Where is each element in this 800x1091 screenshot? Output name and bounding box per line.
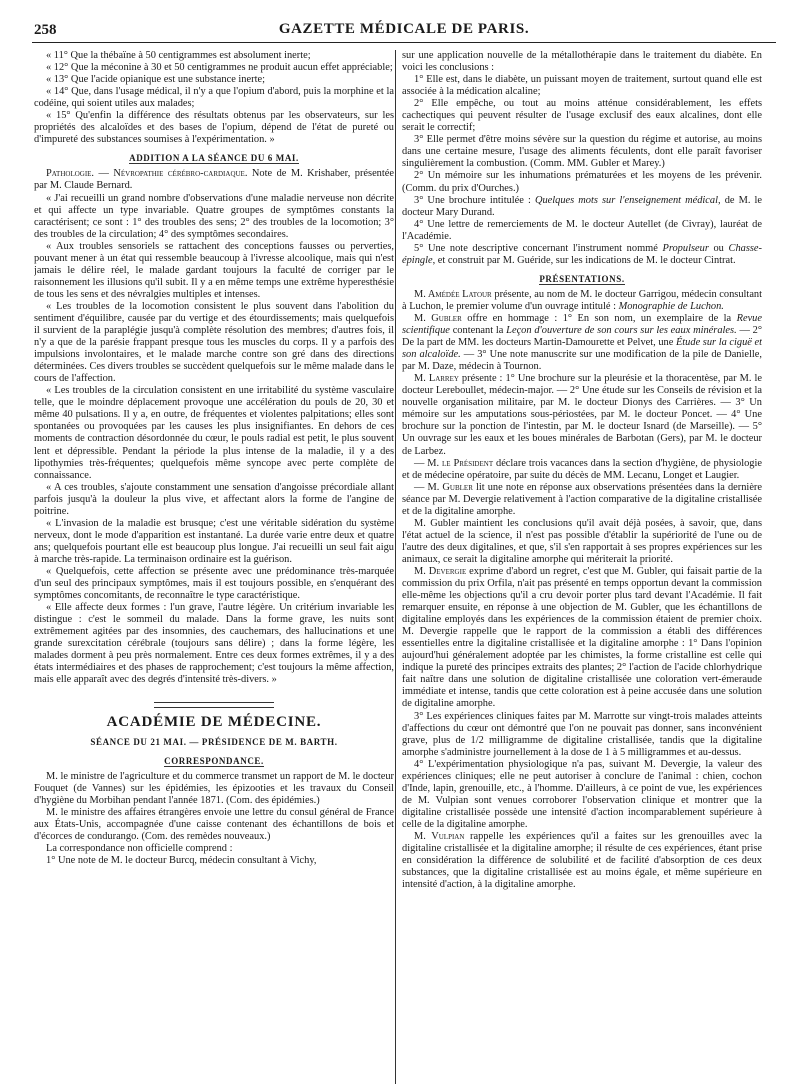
conclusion-item: « 15° Qu'enfin la différence des résultats obtenus par les observateurs, sur les propriétés des alcaloïdes et des bases de l'opium, dépend de l'état de pureté ou d'impureté des substances soumises à l'expérimentation. » [34, 110, 394, 146]
paragraph: « J'ai recueilli un grand nombre d'observations d'une maladie nerveuse non décrite et qui affecte un type invariable. Quatre groupes de symptômes constants la caractérisent; ce sont : 1° des troubles des sens; 2° des troubles de la locomotion; 3° des troubles de la circulation; 4° des symptômes secondaires. [34, 192, 394, 240]
paragraph: « Les troubles de la circulation consistent en une irritabilité du système vasculaire telle, que le moindre déplacement provoque une accélération du pouls de 20, 30 et même 40 pulsations. Il y a, en outre, de fréquentes et violentes palpitations; elles sont spontanées ou provoquées par les causes les plus insignifiantes. En dehors de ces moments de contraction désordonnée du cœur, le pouls radial est petit, le plus souvent lent et dépressible. Pendant la période la plus intense de la maladie, il y a des lipothymies très-fréquentes; quelquefois même syncope avec perte complète de connaissance. [34, 385, 394, 481]
speaker-name: M. Larrey [414, 373, 459, 385]
paragraph: 4° Une lettre de remerciements de M. le docteur Autellet (de Civray), lauréat de l'Académie. [402, 218, 762, 242]
speaker-name: M. Devergie [414, 565, 467, 577]
paragraph: M. Gubler offre en hommage : 1° En son nom, un exemplaire de la Revue scientifique contenant la Leçon d'ouverture de son cours sur les eaux minérales. — 2° De la part de MM. les docteurs Martin-Damourette et Pelvet, une Étude sur la ciguë et son alcaloïde. — 3° Une note manuscrite sur une modification de la pile de Danielle, par M. Daze, médecin à Tournon. [402, 312, 762, 373]
instrument-name: Propulseur [662, 242, 709, 254]
pathology-intro: Pathologie. — Névropathie cérébro-cardiaque. Note de M. Krishaber, présentée par M. Claude Bernard. [34, 168, 394, 192]
paragraph: 4° L'expérimentation physiologique n'a pas, suivant M. Devergie, la valeur des expériences cliniques; elle ne peut autoriser à conclure de l'animal : chien, cochon d'Inde, lapin, grenouille, etc., à l'homme. D'ailleurs, à ce point de vue, les expériences de M. Vulpian sont venues corroborer l'observation clinique et montrer que la digitaline cristallisée possède une intensité d'action incomparablement supérieure à celle de la digitaline amorphe. [402, 758, 762, 830]
speaker-name: — M. le Président [414, 457, 494, 469]
paragraph: « Aux troubles sensoriels se rattachent des conceptions fausses ou perverties, pouvant mener à un état qui ressemble beaucoup à l'ivresse alcoolique, mais qui n'est jamais le délire réel, le malade gardant toujours la faculté de corriger par le raisonnement les illusions qu'il subit. Il y a en même temps une extrême hyperesthésie de tous les sens et des névralgies multiples et intenses. [34, 240, 394, 300]
speaker-name: M. Gubler [414, 312, 462, 324]
paragraph: 3° Les expériences cliniques faites par M. Marrotte sur vingt-trois malades atteints d'affections du cœur ont démontré que l'on ne pouvait pas donner, sans inconvénient grave, plus de 1/2 milligramme de digitaline cristallisée, tandis que la digitaline amorphe s'administre journellement à la dose de 1 à 5 milligrammes et au-dessus. [402, 710, 762, 758]
paragraph: — M. le Président déclare trois vacances dans la section d'hygiène, de physiologie et de médecine opératoire, par suite du décès de MM. Lecanu, Longet et Laugier. [402, 457, 762, 481]
paragraph: 3° Une brochure intitulée : Quelques mots sur l'enseignement médical, de M. le docteur Mary Durand. [402, 194, 762, 218]
instrument-name: Chasse-épingle [402, 242, 762, 266]
page-number: 258 [34, 22, 57, 38]
work-title: Étude sur la ciguë et son alcaloïde. [402, 337, 762, 361]
work-title: Leçon d'ouverture de son cours sur les eaux minérales. [506, 325, 737, 337]
paragraph: M. Amédée Latour présente, au nom de M. le docteur Garrigou, médecin consultant à Luchon, le premier volume d'un ouvrage intitulé : Monographie de Luchon. [402, 288, 762, 312]
pathology-title: Névropathie cérébro-cardiaque. [113, 168, 248, 180]
paragraph: « L'invasion de la maladie est brusque; c'est une véritable sidération du système nerveux, dont le mode d'apparition est instantané. La durée varie entre deux et quatre ans; quelquefois pourtant elle est beaucoup plus longue. J'ai recueilli un seul fait aigu à marche très-rapide. La terminaison ordinaire est la guérison. [34, 517, 394, 565]
seance-heading: SÉANCE DU 21 MAI. — PRÉSIDENCE DE M. BARTH. [90, 737, 338, 748]
paragraph: « Les troubles de la locomotion consistent le plus souvent dans l'abolition du sentiment d'équilibre, causée par du vertige et des étourdissements; mais quelquefois il survient de la paraplégie jusqu'à complète résolution des membres; d'autres fois, il n'y a que de la parésie frappant presque tous les muscles du corps. Il y a parfois des impulsions involontaires, et le malade marche contre son gré dans des directions déterminées. Ces divers troubles se succèdent quelquefois sur le même malade dans le cours de l'affection. [34, 300, 394, 385]
paragraph: « Elle affecte deux formes : l'un grave, l'autre légère. Un critérium invariable les distingue : c'est le sommeil du malade. Dans la forme grave, les nuits sont extrêmement agitées par des insomnies, des cauchemars, des hallucinations et une grande surexcitation cérébrale (toujours sans délire) ; dans la forme légère, les malades dorment à peu près normalement. Entre ces deux formes extrêmes, il y a des états intermédiaires et des phases de rapprochement; c'est toujours la même affection, mais elle apparaît avec des degrés d'intensité très-divers. » [34, 602, 394, 686]
paragraph: M. Gubler maintient les conclusions qu'il avait déjà posées, à savoir, que, dans l'état actuel de la science, il n'est pas possible d'établir la supériorité de l'une ou de l'autre des deux digitalines, et que, s'il s'en rapportait à ses propres expériences sur les animaux, ce serait la digitaline amorphe qui mériterait la priorité. [402, 517, 762, 565]
work-title: Revue scientifique [402, 312, 762, 337]
paragraph: M. le ministre de l'agriculture et du commerce transmet un rapport de M. le docteur Fouquet (de Vannes) sur les épidémies, les épizooties et les travaux du Conseil d'hygiène du Morbihan pendant l'année 1871. (Com. des épidémies.) [34, 770, 394, 806]
brochure-title: Quelques mots sur l'enseignement médical, [534, 194, 721, 206]
paragraph: — M. Gubler lit une note en réponse aux observations présentées dans la dernière séance par M. Devergie relativement à l'action comparative de la digitaline cristallisée et de la digitaline amorphe. [402, 481, 762, 517]
pathology-label: Pathologie. [46, 168, 95, 180]
column-rule [395, 50, 396, 1084]
conclusion-item: « 12° Que la méconine à 30 et 50 centigrammes ne produit aucun effet appréciable; [46, 62, 393, 74]
paragraph: M. Vulpian rappelle les expériences qu'il a faites sur les grenouilles avec la digitaline cristallisée et la digitaline amorphe; il résulte de ces expériences, étant prise en considération la différence de solubilité et de facilité d'absorption de ces deux substances, que la digitaline cristallisée est au moins égale, et même supérieure en intensité d'action, à la digitaline amorphe. [402, 831, 762, 891]
paragraph: M. Larrey présente : 1° Une brochure sur la pleurésie et la thoracentèse, par M. le docteur Lereboullet, médecin-major. — 2° Une étude sur les Conseils de révision et la nouvelle organisation militaire, par M. le docteur Dionys des Carrières. — 3° Un mémoire sur les amputations sous-périostées, par M. le docteur Poncet. — 4° Une brochure sur la ponction de l'intestin, par M. le docteur Isnard (de Marseille). — 5° Un ouvrage sur les eaux et les boues minérales de Barbotan (Gers), par M. le docteur de Larbez. [402, 373, 762, 457]
paragraph: 2° Un mémoire sur les inhumations prématurées et les moyens de les prévenir. (Comm. du prix d'Ourches.) [402, 170, 762, 194]
section-divider [34, 702, 394, 708]
paragraph: « Quelquefois, cette affection se présente avec une prédominance très-marquée d'un seul des principaux symptômes, mais il est toujours possible, en s'enquérant des symptômes concomitants, de reconnaître le type caractéristique. [34, 565, 394, 602]
paragraph: sur une application nouvelle de la métallothérapie dans le traitement du diabète. En voici les conclusions : [402, 50, 762, 74]
paragraph: M. le ministre des affaires étrangères envoie une lettre du consul général de France aux États-Unis, accompagnée d'une caisse contenant des échantillons de bois et d'écorces de condurango. (Com. des remèdes nouveaux.) [34, 806, 394, 842]
paragraph: « A ces troubles, s'ajoute constamment une sensation d'angoisse précordiale allant parfois jusqu'à la douleur la plus vive, et affectant alors la forme de l'angine de poitrine. [34, 481, 394, 517]
paragraph: M. Devergie exprime d'abord un regret, c'est que M. Gubler, qui faisait partie de la commission du prix Orfila, n'ait pas présenté en temps opportun devant la commission elle-même les objections qu'il a cru devoir porter plus tard devant l'Académie. Il fait remarquer ensuite, en réponse à une objection de M. Gubler, que les échantillons de digitaline employés dans les expériences de la commission étaient de premier choix. M. Devergie rappelle que le rapport de la commission a établi des différences essentielles entre la digitaline cristallisée et la digitaline amorphe : 1° Dans l'opinion aujourd'hui généralement adoptée par les chimistes, la forme cristalline est celle qui indique la pureté des principes extraits des plantes; 2° l'action de l'acide chlorhydrique fait naître dans une solution de digitaline cristallisée une coloration vert-émeraude immédiate et intense, tandis que cette coloration est à peine accusée dans une solution de digitaline amorphe. [402, 565, 762, 710]
addition-heading: ADDITION A LA SÉANCE DU 6 MAI. [129, 153, 299, 164]
right-column [402, 50, 762, 1084]
conclusion-item: « 11° Que la thébaïne à 50 centigrammes est absolument inerte; [46, 50, 311, 61]
paragraph: 5° Une note descriptive concernant l'instrument nommé Propulseur ou Chasse-épingle, et construit par M. Guéride, sur les indications de M. le docteur Cintrat. [402, 242, 762, 266]
academy-title: ACADÉMIE DE MÉDECINE. [106, 714, 322, 731]
paragraph: 1° Elle est, dans le diabète, un puissant moyen de traitement, surtout quand elle est associée à la médication alcaline; [402, 74, 762, 98]
page-header [32, 16, 776, 43]
left-column [34, 50, 394, 1084]
paragraph: 1° Une note de M. le docteur Burcq, médecin consultant à Vichy, [46, 854, 317, 866]
conclusion-item: « 13° Que l'acide opianique est une substance inerte; [46, 74, 265, 86]
conclusion-item: « 14° Que, dans l'usage médical, il n'y a que l'opium d'abord, puis la morphine et la codéine, qui soient utiles aux malades; [34, 86, 394, 110]
running-head: GAZETTE MÉDICALE DE PARIS. [278, 21, 530, 37]
paragraph: La correspondance non officielle comprend : [46, 842, 233, 854]
work-title: Monographie de Luchon. [618, 300, 724, 312]
paragraph: 3° Elle permet d'être moins sévère sur la question du régime et autorise, au moins dans une certaine mesure, l'usage des aliments féculents, dont elle paraît favoriser singulièrement la combustion. (Comm. MM. Gubler et Marey.) [402, 134, 762, 170]
speaker-name: — M. Gubler [414, 481, 473, 493]
speaker-name: M. Vulpian [414, 831, 465, 842]
paragraph: 2° Elle empêche, ou tout au moins atténue considérablement, les effets cachectiques qui peuvent résulter de l'usage exclusif des eaux alcalines, dont elle serait le correctif; [402, 98, 762, 134]
presentations-heading: PRÉSENTATIONS. [539, 273, 625, 284]
speaker-name: M. Amédée Latour [414, 288, 492, 300]
pathology-author: Note de M. Krishaber, présentée par M. Claude Bernard. [34, 168, 394, 192]
correspondance-heading: CORRESPONDANCE. [164, 755, 264, 766]
